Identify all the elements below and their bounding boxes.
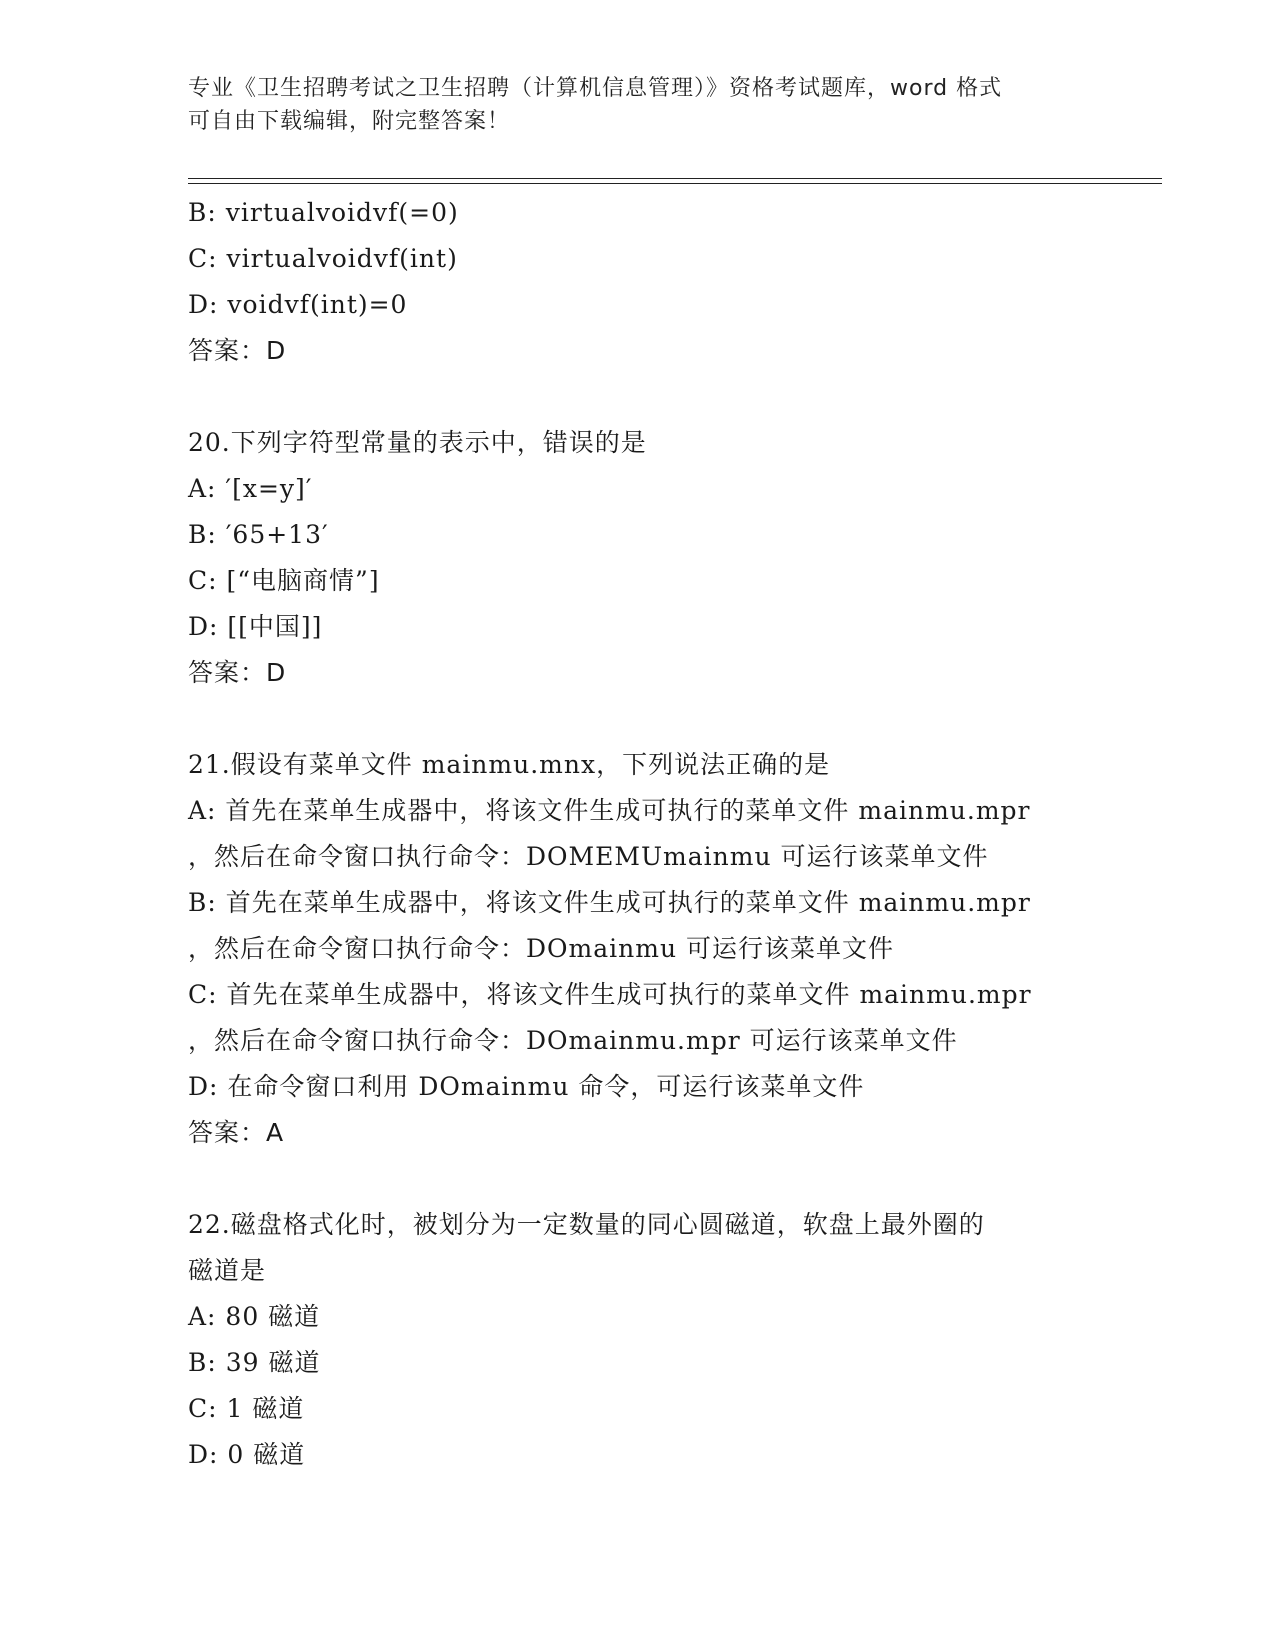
option-a: A: ′[x=y]′ [188, 474, 313, 503]
spacer [188, 374, 1148, 420]
question-22 [188, 1202, 1148, 1478]
option-a-line-1: A: 首先在菜单生成器中，将该文件生成可执行的菜单文件 mainmu.mpr [188, 796, 1031, 825]
option-c-line-1: C: 首先在菜单生成器中，将该文件生成可执行的菜单文件 mainmu.mpr [188, 980, 1032, 1009]
document-header [188, 72, 1088, 138]
option-c: C: virtualvoidvf(int) [188, 244, 458, 273]
question-20 [188, 420, 1148, 696]
spacer [188, 696, 1148, 742]
answer-line: 答案：D [188, 658, 287, 687]
question-stem-line-2: 磁道是 [188, 1256, 267, 1285]
option-d: D: 在命令窗口利用 DOmainmu 命令，可运行该菜单文件 [188, 1072, 865, 1101]
option-c: C: [“电脑商情”] [188, 566, 380, 595]
option-a-line-2: ，然后在命令窗口执行命令：DOMEMUmainmu 可运行该菜单文件 [188, 842, 989, 871]
option-b: B: ′65+13′ [188, 520, 329, 549]
option-d: D: 0 磁道 [188, 1440, 306, 1469]
question-stem-line-1: 22.磁盘格式化时，被划分为一定数量的同心圆磁道，软盘上最外圈的 [188, 1210, 985, 1239]
header-divider-bottom [188, 183, 1162, 184]
option-b: B: 39 磁道 [188, 1348, 321, 1377]
question-stem: 20.下列字符型常量的表示中，错误的是 [188, 428, 647, 457]
header-divider-top [188, 178, 1162, 179]
option-b-line-1: B: 首先在菜单生成器中，将该文件生成可执行的菜单文件 mainmu.mpr [188, 888, 1031, 917]
option-c-line-2: ，然后在命令窗口执行命令：DOmainmu.mpr 可运行该菜单文件 [188, 1026, 958, 1055]
answer-line: 答案：A [188, 1118, 285, 1147]
question-19 [188, 190, 1148, 374]
header-line-2: 可自由下载编辑，附完整答案！ [188, 109, 511, 134]
spacer [188, 1156, 1148, 1202]
question-stem: 21.假设有菜单文件 mainmu.mnx，下列说法正确的是 [188, 750, 831, 779]
answer-line: 答案：D [188, 336, 287, 365]
option-b-line-2: ，然后在命令窗口执行命令：DOmainmu 可运行该菜单文件 [188, 934, 895, 963]
option-b: B: virtualvoidvf(=0) [188, 198, 459, 227]
option-d: D: voidvf(int)=0 [188, 290, 408, 319]
option-c: C: 1 磁道 [188, 1394, 305, 1423]
question-21 [188, 742, 1148, 1156]
option-d: D: [[中国]] [188, 612, 323, 641]
question-list [188, 190, 1148, 1478]
header-line-1: 专业《卫生招聘考试之卫生招聘（计算机信息管理）》资格考试题库，word 格式 [188, 76, 1003, 101]
option-a: A: 80 磁道 [188, 1302, 321, 1331]
